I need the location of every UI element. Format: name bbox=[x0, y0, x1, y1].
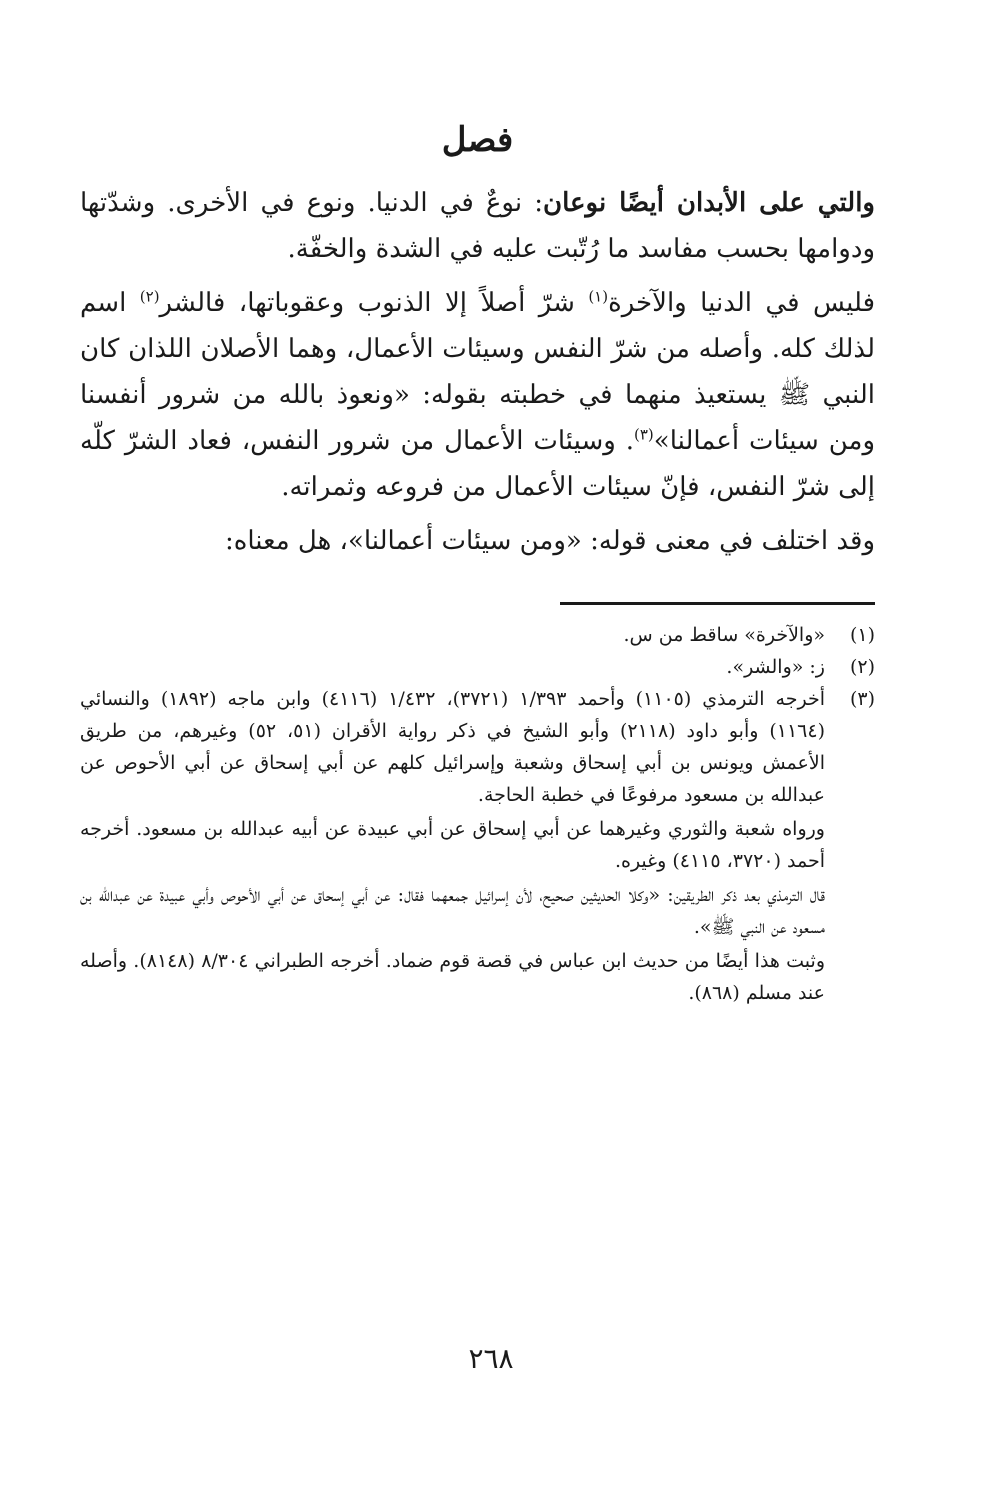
footnote-number: (٣) bbox=[849, 688, 875, 710]
page-content bbox=[80, 110, 875, 1011]
paragraph-2-part-d: . وسيئات الأعمال من شرور النفس، فعاد الشرّ كلّه إلى شرّ النفس، فإنّ سيئات الأعمال من فروعه وثمراته. bbox=[80, 426, 875, 502]
footnote-1 bbox=[80, 619, 875, 651]
footnote-number: (٢) bbox=[849, 656, 875, 678]
footnote-text: أخرجه الترمذي (١١٠٥) وأحمد ١/٣٩٣ (٣٧٢١)، ١/٤٣٢ (٤١١٦) وابن ماجه (١٨٩٢) والنسائي (١١٦٤) وأبو داود (٢١١٨) وأبو الشيخ في ذكر رواية الأقران (٥١، ٥٢) وغيرهم، من طريق الأعمش ويونس بن أبي إسحاق وشعبة وإسرائيل كلهم عن أبي إسحاق عن أبي الأحوص عن عبدالله بن مسعود مرفوعًا في خطبة الحاجة. bbox=[80, 688, 825, 806]
section-heading: فصل bbox=[441, 120, 514, 160]
footnote-3-continuation-2: قال الترمذي بعد ذكر الطريقين: «وكلا الحديثين صحيح، لأن إسرائيل جمعهما فقال: عن أبي إسحاق عن أبي الأحوص وأبي عبيدة عن عبدالله بن مسعود عن النبي ﷺ». bbox=[80, 884, 825, 938]
paragraph-3: وقد اختلف في معنى قوله: «ومن سيئات أعمالنا»، هل معناه: bbox=[225, 526, 875, 556]
footnotes-section bbox=[80, 619, 875, 1009]
paragraph-2-part-c: اسم لذلك كله. وأصله من شرّ النفس وسيئات الأعمال، وهما الأصلان اللذان كان النبي ﷺ يستعيذ منهما في خطبته بقوله: «ونعوذ بالله من شرور أنفسنا ومن سيئات أعمالنا» bbox=[80, 288, 876, 456]
footnote-text: ز: «والشر». bbox=[726, 656, 825, 678]
footnote-3 bbox=[80, 683, 875, 811]
paragraph-1 bbox=[80, 180, 875, 272]
paragraph-2-part-b: شرّ أصلاً إلا الذنوب وعقوباتها، فالشر bbox=[159, 288, 589, 318]
footnote-ref-2[interactable]: (٢) bbox=[139, 287, 160, 306]
footnote-divider bbox=[560, 602, 875, 605]
footnote-ref-3[interactable]: (٣) bbox=[634, 425, 654, 444]
footnote-ref-1[interactable]: (١) bbox=[588, 287, 609, 306]
footnote-number: (١) bbox=[849, 624, 875, 646]
footnote-3-continuation-1: ورواه شعبة والثوري وغيرهما عن أبي إسحاق عن أبي عبيدة عن أبيه عبدالله بن مسعود. أخرجه أحمد (٣٧٢٠، ٤١١٥) وغيره. bbox=[80, 818, 825, 872]
paragraph-1-rest: : نوعٌ في الدنيا. ونوع في الأخرى. وشدّتها ودوامها بحسب مفاسد ما رُتّبت عليه في الشدة والخفّة. bbox=[80, 188, 875, 264]
page-number: ٢٦٨ bbox=[468, 1342, 514, 1375]
footnote-text: «والآخرة» ساقط من س. bbox=[623, 624, 825, 646]
footnote-3-continuation-3: وثبت هذا أيضًا من حديث ابن عباس في قصة قوم ضماد. أخرجه الطبراني ٨/٣٠٤ (٨١٤٨). وأصله عند مسلم (٨٦٨). bbox=[80, 950, 826, 1004]
paragraph-2-part-a: فليس في الدنيا والآخرة bbox=[608, 288, 875, 318]
footnote-2 bbox=[80, 651, 875, 683]
paragraph-1-lead: والتي على الأبدان أيضًا نوعان bbox=[542, 188, 875, 218]
paragraph-2 bbox=[80, 280, 875, 510]
